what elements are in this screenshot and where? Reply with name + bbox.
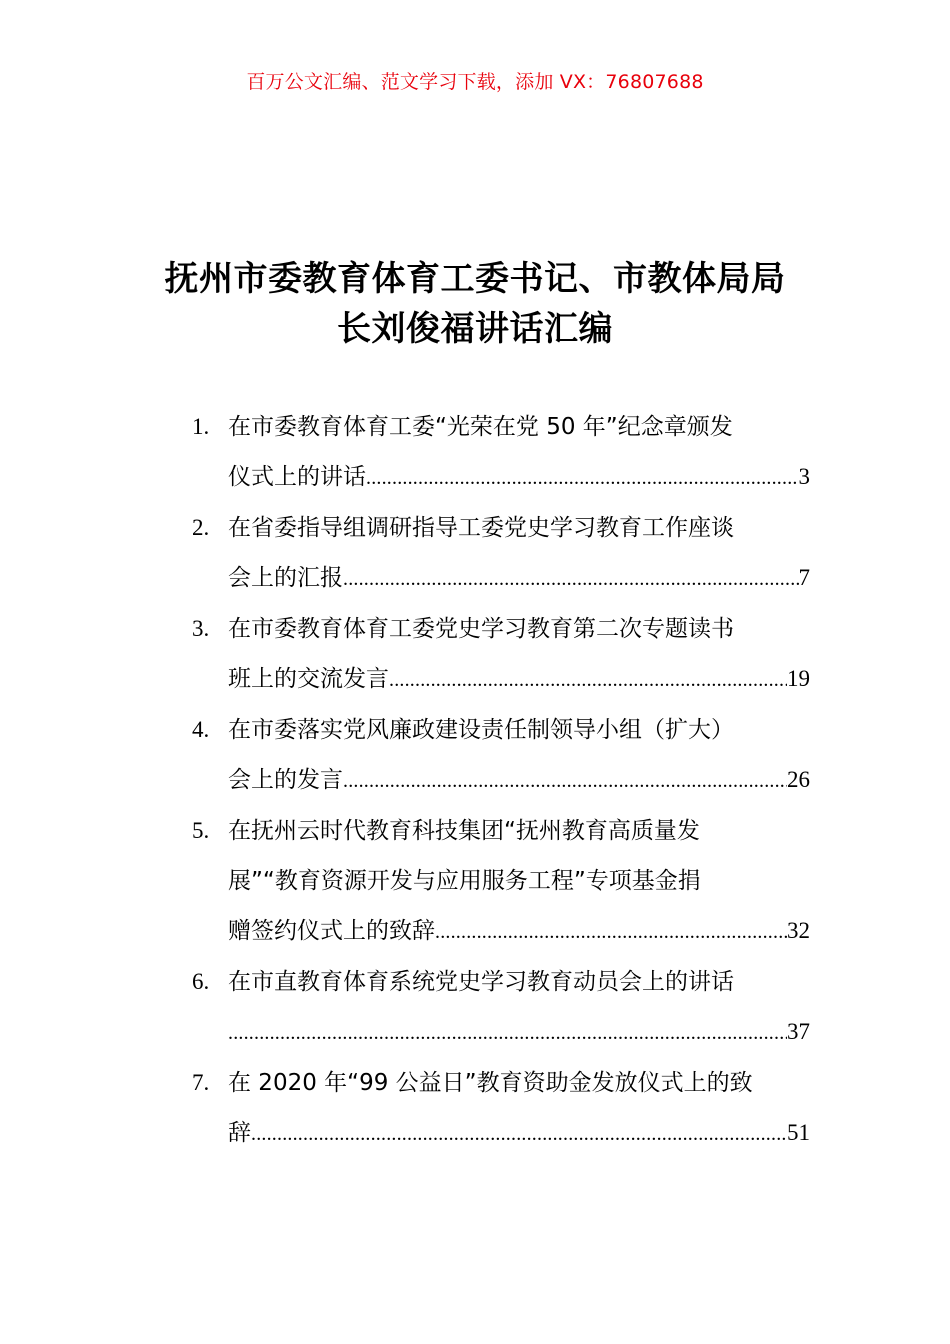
toc-entry-title-line: 在省委指导组调研指导工委党史学习教育工作座谈 xyxy=(228,515,734,541)
toc-entry-title-line: 在市委教育体育工委“光荣在党 50 年”纪念章颁发 xyxy=(228,414,733,440)
toc-entry-body xyxy=(228,503,810,604)
toc-entry-body xyxy=(228,1058,810,1159)
toc-entry-page-number: 37 xyxy=(787,1019,810,1044)
toc-dot-leader xyxy=(366,453,799,503)
toc-entry[interactable] xyxy=(192,402,810,503)
toc-dot-leader xyxy=(228,1008,787,1058)
toc-entry-title-tail: 班上的交流发言 xyxy=(228,666,389,692)
toc-entry-number: 3. xyxy=(192,616,210,641)
watermark-text: 百万公文汇编、范文学习下载，添加 VX：76807688 xyxy=(246,71,704,93)
toc-dot-leader xyxy=(251,1109,787,1159)
toc-entry[interactable] xyxy=(192,957,810,1058)
toc-entry[interactable] xyxy=(192,604,810,705)
toc-entry-title-tail: 仪式上的讲话 xyxy=(228,464,366,490)
toc-entry-number: 7. xyxy=(192,1070,210,1095)
toc-entry-number: 4. xyxy=(192,717,210,742)
toc-entry-body xyxy=(228,806,810,957)
toc-entry-body xyxy=(228,957,810,1058)
toc-entry-title-line: 在市委教育体育工委党史学习教育第二次专题读书 xyxy=(228,616,734,642)
toc-entry-page-number: 7 xyxy=(798,565,810,590)
toc-entry-title-line: 展”“教育资源开发与应用服务工程”专项基金捐 xyxy=(228,868,701,894)
toc-entry-last-line xyxy=(228,906,810,957)
title-line-2: 长刘俊福讲话汇编 xyxy=(337,309,613,349)
toc-entry-title-tail: 会上的汇报 xyxy=(228,565,343,591)
toc-entry-last-line xyxy=(228,553,810,604)
toc-entry[interactable] xyxy=(192,705,810,806)
toc-entry-page-number: 51 xyxy=(787,1120,810,1145)
toc-entry-number: 5. xyxy=(192,818,210,843)
toc-entry-title-tail: 赠签约仪式上的致辞 xyxy=(228,918,435,944)
toc-entry-title-line: 在 2020 年“99 公益日”教育资助金发放仪式上的致 xyxy=(228,1070,753,1096)
toc-entry[interactable] xyxy=(192,806,810,957)
toc-entry-page-number: 19 xyxy=(787,666,810,691)
table-of-contents xyxy=(192,402,810,1159)
watermark-banner xyxy=(0,68,950,96)
toc-entry-title-line: 在市直教育体育系统党史学习教育动员会上的讲话 xyxy=(228,969,734,995)
toc-entry-last-line xyxy=(228,1108,810,1159)
toc-entry-number: 1. xyxy=(192,414,210,439)
toc-dot-leader xyxy=(389,655,787,705)
toc-entry-last-line xyxy=(228,654,810,705)
toc-dot-leader xyxy=(343,554,799,604)
toc-entry-body xyxy=(228,402,810,503)
toc-entry-title-line: 在市委落实党风廉政建设责任制领导小组（扩大） xyxy=(228,717,734,743)
toc-entry-page-number: 3 xyxy=(798,464,810,489)
toc-entry[interactable] xyxy=(192,1058,810,1159)
toc-entry-title-tail: 会上的发言 xyxy=(228,767,343,793)
toc-entry-last-line xyxy=(228,452,810,503)
toc-dot-leader xyxy=(343,756,787,806)
title-line-1: 抚州市委教育体育工委书记、市教体局局 xyxy=(164,259,786,299)
toc-entry-body xyxy=(228,705,810,806)
toc-entry-page-number: 26 xyxy=(787,767,810,792)
toc-entry-page-number: 32 xyxy=(787,918,810,943)
toc-entry-number: 2. xyxy=(192,515,210,540)
toc-entry-title-tail: 辞 xyxy=(228,1120,251,1146)
toc-entry[interactable] xyxy=(192,503,810,604)
toc-dot-leader xyxy=(435,907,787,957)
toc-entry-number: 6. xyxy=(192,969,210,994)
toc-entry-last-line xyxy=(228,1007,810,1058)
document-title xyxy=(130,254,820,354)
toc-entry-last-line xyxy=(228,755,810,806)
toc-entry-title-line: 在抚州云时代教育科技集团“抚州教育高质量发 xyxy=(228,818,700,844)
toc-entry-body xyxy=(228,604,810,705)
